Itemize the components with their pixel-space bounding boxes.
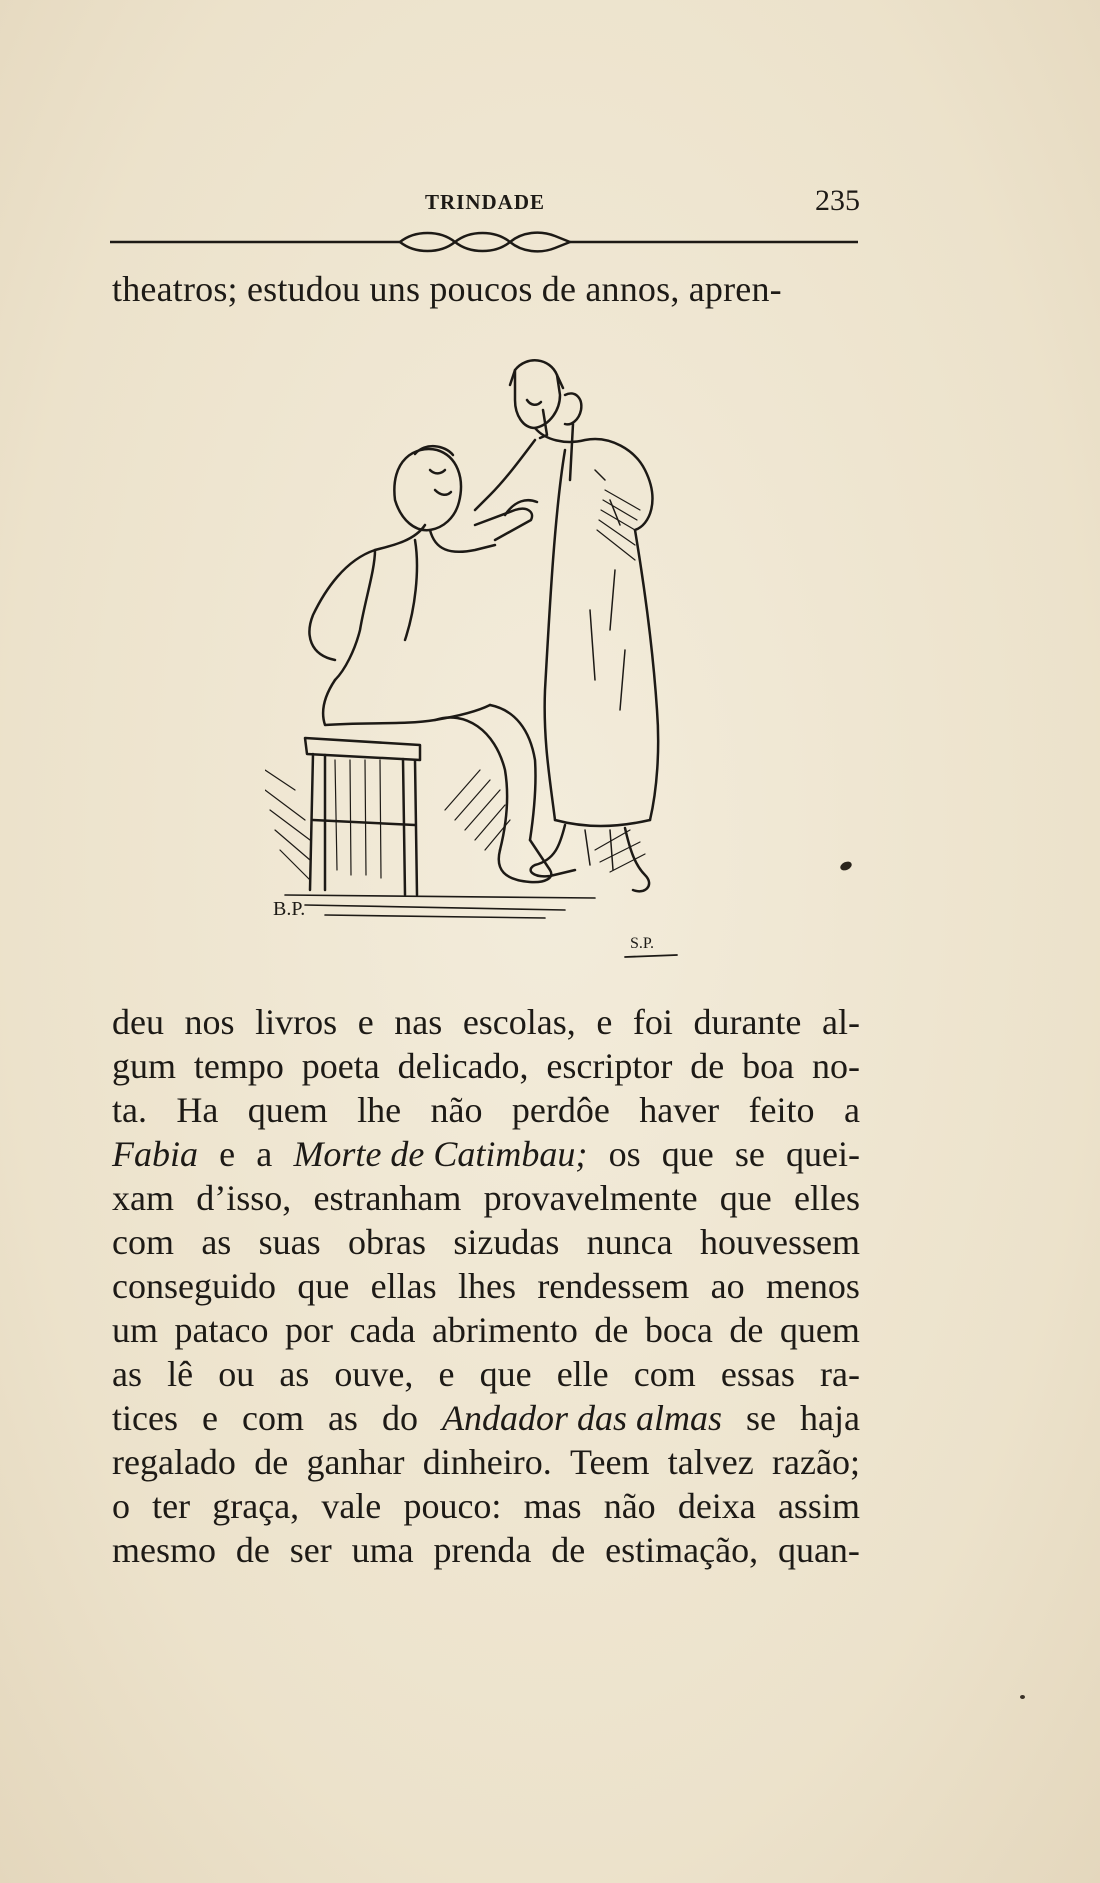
word: Andador das almas bbox=[441, 1398, 722, 1438]
word: ser bbox=[289, 1530, 332, 1570]
word: razão; bbox=[772, 1442, 860, 1482]
word: escolas, bbox=[462, 1002, 576, 1042]
illustrator-signature-left: B.P. bbox=[273, 898, 306, 920]
text-line bbox=[112, 1308, 860, 1352]
text-line bbox=[112, 1264, 860, 1308]
word: suas bbox=[258, 1222, 321, 1262]
word: deixa bbox=[677, 1486, 756, 1526]
word: o bbox=[112, 1486, 130, 1526]
word: talvez bbox=[667, 1442, 754, 1482]
word: ouve, bbox=[334, 1354, 414, 1394]
word: ter bbox=[152, 1486, 191, 1526]
word: que bbox=[297, 1266, 350, 1306]
word: ao bbox=[710, 1266, 745, 1306]
word: de bbox=[235, 1530, 270, 1570]
text-line bbox=[112, 1088, 860, 1132]
word: abrimento bbox=[431, 1310, 578, 1350]
word: e bbox=[201, 1398, 218, 1438]
word: Fabia bbox=[112, 1134, 198, 1174]
word: não bbox=[430, 1090, 483, 1130]
word: deu bbox=[112, 1002, 164, 1042]
word: estranham bbox=[313, 1178, 462, 1218]
ink-speck bbox=[1020, 1695, 1025, 1699]
word: e bbox=[438, 1354, 455, 1394]
word: com bbox=[112, 1222, 174, 1262]
word: lhes bbox=[457, 1266, 516, 1306]
word: rendessem bbox=[537, 1266, 690, 1306]
text-line bbox=[112, 1528, 860, 1572]
illustration bbox=[265, 350, 725, 970]
word: xam bbox=[112, 1178, 174, 1218]
word: os bbox=[608, 1134, 641, 1174]
word: graça, bbox=[212, 1486, 300, 1526]
word: lhe bbox=[357, 1090, 402, 1130]
text-line bbox=[112, 1220, 860, 1264]
word: que bbox=[661, 1134, 714, 1174]
word: sizudas bbox=[453, 1222, 560, 1262]
word: estimação, bbox=[605, 1530, 759, 1570]
word: que bbox=[719, 1178, 772, 1218]
text-line bbox=[112, 1132, 860, 1176]
word: perdôe bbox=[511, 1090, 610, 1130]
word: as bbox=[201, 1222, 232, 1262]
word: elle bbox=[556, 1354, 609, 1394]
ground-lines bbox=[285, 770, 645, 918]
word: obras bbox=[348, 1222, 426, 1262]
word: prenda bbox=[433, 1530, 532, 1570]
word: nos bbox=[184, 1002, 235, 1042]
word: durante bbox=[693, 1002, 802, 1042]
word: lê bbox=[167, 1354, 194, 1394]
text-line bbox=[112, 1176, 860, 1220]
word: d’isso, bbox=[196, 1178, 292, 1218]
word: poeta bbox=[301, 1046, 380, 1086]
word: e bbox=[357, 1002, 374, 1042]
word: foi bbox=[632, 1002, 673, 1042]
text-line bbox=[112, 1044, 860, 1088]
word: menos bbox=[765, 1266, 860, 1306]
word: feito bbox=[748, 1090, 815, 1130]
running-head bbox=[110, 184, 860, 220]
word: Morte de Catimbau; bbox=[293, 1134, 588, 1174]
word: com bbox=[633, 1354, 696, 1394]
running-title: TRINDADE bbox=[424, 190, 545, 214]
word: uma bbox=[351, 1530, 414, 1570]
page-number: 235 bbox=[815, 184, 860, 217]
word: haja bbox=[799, 1398, 860, 1438]
word: quem bbox=[247, 1090, 328, 1130]
word: com bbox=[241, 1398, 304, 1438]
word: a bbox=[843, 1090, 860, 1130]
text-line bbox=[112, 1000, 860, 1044]
word: um bbox=[112, 1310, 159, 1350]
word: as bbox=[112, 1354, 142, 1394]
word: elles bbox=[794, 1178, 860, 1218]
first-text-line: theatros; estudou uns poucos de annos, apren- bbox=[112, 269, 782, 309]
word: ganhar bbox=[306, 1442, 405, 1482]
word: al- bbox=[821, 1002, 860, 1042]
word: não bbox=[603, 1486, 656, 1526]
word: houvessem bbox=[699, 1222, 860, 1262]
word: Teem bbox=[570, 1442, 650, 1482]
text-line bbox=[112, 1396, 860, 1440]
word: e bbox=[596, 1002, 613, 1042]
word: no- bbox=[811, 1046, 860, 1086]
word: assim bbox=[777, 1486, 860, 1526]
word: tices bbox=[112, 1398, 178, 1438]
word: de bbox=[690, 1046, 725, 1086]
word: ra- bbox=[819, 1354, 860, 1394]
word: essas bbox=[720, 1354, 795, 1394]
text-line bbox=[112, 1440, 860, 1484]
standing-figure bbox=[475, 360, 658, 891]
word: as bbox=[279, 1354, 310, 1394]
word: pouco: bbox=[403, 1486, 502, 1526]
word: conseguido bbox=[112, 1266, 276, 1306]
word: e bbox=[219, 1134, 236, 1174]
paragraph bbox=[112, 1000, 860, 1572]
text-line bbox=[112, 1352, 860, 1396]
word: provavelmente bbox=[483, 1178, 698, 1218]
word: gum bbox=[112, 1046, 177, 1086]
word: que bbox=[479, 1354, 532, 1394]
seated-man-figure bbox=[309, 446, 551, 882]
word: boca bbox=[644, 1310, 713, 1350]
word: se bbox=[745, 1398, 776, 1438]
word: quem bbox=[779, 1310, 860, 1350]
word: vale bbox=[321, 1486, 382, 1526]
ornament-rule bbox=[110, 228, 858, 256]
word: nunca bbox=[586, 1222, 673, 1262]
illustrator-signature-right: S.P. bbox=[630, 935, 655, 952]
word: boa bbox=[742, 1046, 795, 1086]
word: nas bbox=[394, 1002, 443, 1042]
word: dinheiro. bbox=[422, 1442, 552, 1482]
word: se bbox=[734, 1134, 765, 1174]
word: quei- bbox=[786, 1134, 860, 1174]
text-line bbox=[112, 1484, 860, 1528]
word: ellas bbox=[370, 1266, 437, 1306]
word: mas bbox=[523, 1486, 582, 1526]
word: livros bbox=[255, 1002, 338, 1042]
word: pataco bbox=[174, 1310, 269, 1350]
word: as bbox=[327, 1398, 358, 1438]
word: a bbox=[256, 1134, 273, 1174]
word: haver bbox=[639, 1090, 720, 1130]
word: cada bbox=[349, 1310, 416, 1350]
word: de bbox=[594, 1310, 629, 1350]
word: Ha bbox=[176, 1090, 219, 1130]
word: ou bbox=[218, 1354, 255, 1394]
word: quan- bbox=[777, 1530, 860, 1570]
word: regalado bbox=[112, 1442, 236, 1482]
word: por bbox=[284, 1310, 333, 1350]
word: ta. bbox=[112, 1090, 147, 1130]
word: de bbox=[729, 1310, 764, 1350]
word: escriptor bbox=[546, 1046, 673, 1086]
word: de bbox=[551, 1530, 586, 1570]
word: mesmo bbox=[112, 1530, 216, 1570]
stool-figure bbox=[265, 738, 420, 895]
word: delicado, bbox=[397, 1046, 529, 1086]
word: tempo bbox=[193, 1046, 284, 1086]
word: do bbox=[381, 1398, 418, 1438]
word: de bbox=[254, 1442, 289, 1482]
ink-speck bbox=[839, 860, 853, 872]
